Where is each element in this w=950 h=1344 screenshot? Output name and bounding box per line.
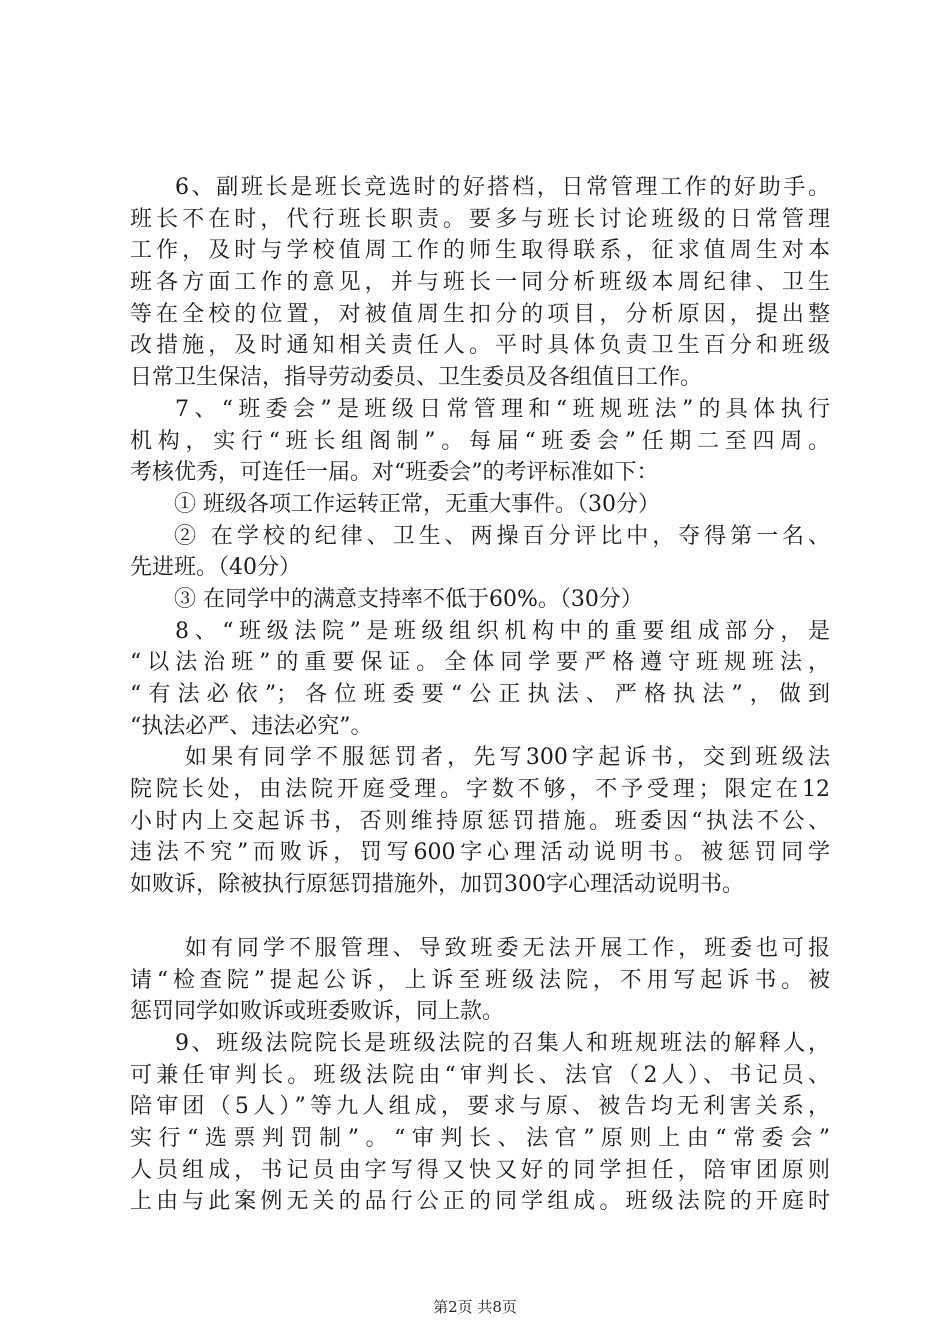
text-line: 实行“选票判罚制”。“审判长、法官”原则上由“常委会” (130, 1125, 830, 1151)
text-line: 8、“班级法院”是班级组织机构中的重要组成部分，是 (175, 618, 830, 644)
text-line: 工作，及时与学校值周工作的师生取得联系，征求值周生对本 (130, 238, 830, 264)
text-line: 班各方面工作的意见，并与班长一同分析班级本周纪律、卫生 (130, 270, 830, 296)
text-line: “有法必依”；各位班委要“公正执法、严格执法”，做到 (130, 682, 830, 707)
text-line: 机构，实行“班长组阁制”。每届“班委会”任期二至四周。 (130, 428, 830, 454)
text-line: 考核优秀，可连任一届。对“班委会”的考评标准如下： (130, 460, 659, 486)
document-body (130, 172, 830, 1218)
text-line: 如败诉，除被执行原惩罚措施外，加罚300字心理活动说明书。 (130, 872, 744, 898)
text-line: “执法必严、违法必究”。 (130, 713, 373, 739)
text-line: 上由与此案例无关的品行公正的同学组成。班级法院的开庭时 (130, 1189, 830, 1215)
text-line: 请“检查院”提起公诉，上诉至班级法院，不用写起诉书。被 (130, 967, 830, 993)
text-line: 小时内上交起诉书，否则维持原惩罚措施。班委因“执法不公、 (130, 808, 830, 834)
page-number-footer: 第2页 共8页 (433, 1298, 517, 1316)
criteria-item: ② 在学校的纪律、卫生、两操百分评比中，夺得第一名、 (174, 523, 830, 549)
text-line: 先进班。（40分） (130, 555, 301, 581)
text-line: 违法不究”而败诉，罚写600字心理活动说明书。被惩罚同学 (130, 840, 830, 866)
text-line: 如有同学不服管理、导致班委无法开展工作，班委也可报 (185, 935, 830, 961)
text-line: 如果有同学不服惩罚者，先写300字起诉书，交到班级法 (185, 745, 830, 771)
text-line: 惩罚同学如败诉或班委败诉，同上款。 (130, 999, 505, 1025)
text-line: 陪审团（5人）”等九人组成，要求与原、被告均无利害关系， (130, 1094, 830, 1120)
text-line: 6、副班长是班长竞选时的好搭档，日常管理工作的好助手。 (175, 175, 830, 200)
criteria-item: ③ 在同学中的满意支持率不低于60%。（30分） (174, 586, 643, 612)
text-line: 可兼任审判长。班级法院由“审判长、法官（2人）、书记员、 (130, 1062, 830, 1088)
text-line: 9、班级法院院长是班级法院的召集人和班规班法的解释人， (175, 1030, 830, 1056)
text-line: 人员组成，书记员由字写得又快又好的同学担任，陪审团原则 (130, 1157, 830, 1183)
text-line: 等在全校的位置，对被值周生扣分的项目，分析原因，提出整 (130, 301, 830, 327)
text-line: 改措施，及时通知相关责任人。平时具体负责卫生百分和班级 (130, 333, 830, 359)
text-line: 日常卫生保洁，指导劳动委员、卫生委员及各组值日工作。 (130, 365, 703, 391)
text-line: “以法治班”的重要保证。全体同学要严格遵守班规班法， (130, 650, 830, 676)
paragraph-spacer (130, 901, 830, 933)
text-line: 班长不在时，代行班长职责。要多与班长讨论班级的日常管理 (130, 206, 830, 232)
text-line: 7、“班委会”是班级日常管理和“班规班法”的具体执行 (175, 396, 830, 422)
criteria-item: ① 班级各项工作运转正常，无重大事件。（30分） (174, 491, 660, 517)
text-line: 院院长处，由法院开庭受理。字数不够，不予受理；限定在12 (130, 777, 830, 803)
